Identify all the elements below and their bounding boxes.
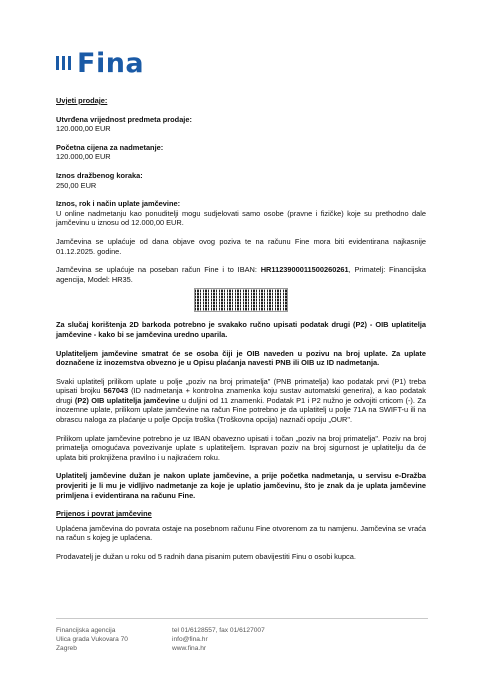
uplatitelj-paragraph: Uplatiteljem jamčevine smatrat će se osoba čiji je OIB naveden u pozivu na broj uplate. Za uplate doznačene iz inozemstva obvezno je u Opisu plaćanja navesti PNB ili OIB uz ID nadmetanja. — [56, 348, 426, 368]
jamcevina-heading: Iznos, rok i način uplate jamčevine: — [56, 199, 181, 209]
svaki-bold: (P2) OIB uplatitelja jamčevine — [74, 395, 180, 405]
2d-barcode-icon — [194, 288, 288, 312]
svaki-text-1: Svaki uplatitelj prilikom uplate u polje „poziv na broj primatelja" (PNB primatelja) kao podatak prvi (P1) treba upisati brojku — [56, 376, 426, 396]
footer-divider — [56, 618, 428, 619]
uvjeti-heading: Uvjeti prodaje: — [56, 96, 108, 105]
iban-text-end: , Primatelj: Financijska agencija, Model: HR35. — [56, 265, 426, 284]
pocetna-value: 120.000,00 EUR — [56, 152, 111, 162]
jamcevina-paragraph-2: Jamčevina se uplaćuje od dana objave ovog poziva te na računu Fine mora biti evidentirana najkasnije 01.12.2025. godine. — [56, 236, 426, 256]
svaki-text-2: (ID nadmetanja + kontrolna znamenka koju sustav automatski generira), a kao podatak drugi — [56, 386, 426, 405]
vrijednost-value: 120.000,00 EUR — [56, 124, 111, 134]
iban-text-start: Jamčevina se uplaćuje na poseban račun Fine i to IBAN: — [56, 265, 261, 275]
footer-phone: tel 01/6128557, fax 01/6127007 — [172, 627, 265, 634]
barcode-note: Za slučaj korištenja 2D barkoda potrebno je svakako ručno upisati podatak drugi (P2) - OIB uplatitelja jamčevine - kako bi se jamčevina uredno uparila. — [56, 320, 426, 339]
korak-label: Iznos dražbenog koraka: — [56, 170, 143, 180]
footer-email[interactable]: info@fina.hr — [172, 635, 208, 643]
footer-address — [56, 627, 128, 653]
footer-city: Zagreb — [56, 644, 77, 652]
jamcevina-paragraph-1: U online nadmetanju kao ponuditelji mogu sudjelovati samo osobe (pravne i fizičke) koje su prethodno dale jamčevinu u iznosu od 12.000,00 EUR. — [56, 208, 426, 228]
svaki-number: 567043 — [103, 386, 129, 396]
korak-value: 250,00 EUR — [56, 180, 97, 190]
prijenos-paragraph-2: Prodavatelj je dužan u roku od 5 radnih dana pisanim putem obavijestiti Finu o osobi kupca. — [56, 552, 356, 561]
document-body — [56, 96, 426, 562]
iban-value: HR1123900011500260261 — [260, 265, 349, 275]
iban-paragraph — [56, 265, 426, 284]
svaki-text-3: u duljini od 11 znamenki. Podatak P1 i P2 nužno je odvojiti crticom (-). Za inozemne uplate, prilikom uplate jamčevine na račun Fine potrebno je da uplatitelj u polje 71A na SWIFT-u ili na obrascu naloga za plaćanje u polje Opcija troška (Troškovna opcija) naznači opciju „OUR". — [56, 395, 426, 425]
fina-logo — [56, 48, 144, 78]
footer-company: Financijska agencija — [56, 627, 116, 634]
prijenos-heading: Prijenos i povrat jamčevine — [56, 509, 152, 519]
prijenos-paragraph-1: Uplaćena jamčevina do povrata ostaje na posebnom računu Fine otvorenom za tu namjenu. Jamčevina se vraća na račun s kojeg je uplaćena. — [56, 523, 426, 543]
footer-website[interactable]: www.fina.hr — [172, 644, 207, 652]
pocetna-label: Početna cijena za nadmetanje: — [56, 142, 164, 152]
barcode-container — [56, 288, 426, 312]
logo-text: Fina — [77, 47, 145, 79]
duzan-paragraph: Uplatitelj jamčevine dužan je nakon uplate jamčevine, a prije početka nadmetanja, u servisu e-Dražba provjeriti je li mu je vidljivo nadmetanje za koje je uplatio jamčevinu, što je znak da je uplata jamčevine primljena i evidentirana na računu Fine. — [56, 471, 426, 500]
prilikom-paragraph: Prilikom uplate jamčevine potrebno je uz IBAN obavezno upisati i točan „poziv na broj primatelja". Poziv na broj primatelja omogućava povezivanje uplate s uplatiteljem. Ispravan poziv na broj sigurnost je uplatitelju da će uplata biti proknjižena pravilno i u najkraćem roku. — [56, 433, 426, 462]
three-vertical-bars-icon — [56, 56, 71, 70]
svaki-uplatitelj-paragraph — [56, 377, 426, 425]
vrijednost-label: Utvrđena vrijednost predmeta prodaje: — [56, 114, 192, 124]
footer-street: Ulica grada Vukovara 70 — [56, 635, 128, 643]
footer-contact — [172, 627, 265, 653]
